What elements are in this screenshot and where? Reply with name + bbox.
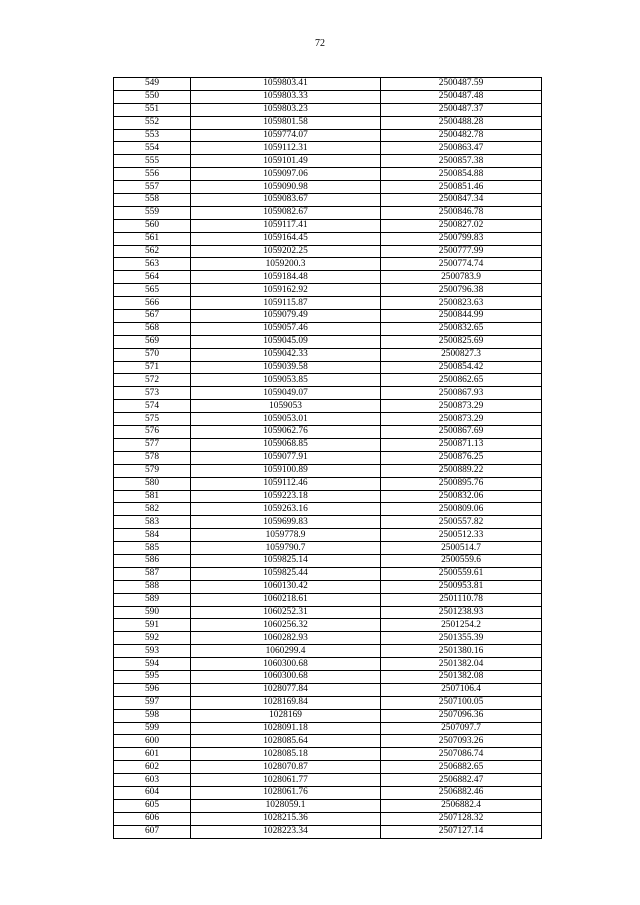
- table-row: [114, 670, 542, 683]
- y-coordinate-cell: 2500854.88: [381, 168, 542, 181]
- point-number-cell: 602: [114, 761, 191, 774]
- point-number-cell: 606: [114, 812, 191, 825]
- point-number-cell: 572: [114, 374, 191, 387]
- table-row: [114, 490, 542, 503]
- y-coordinate-cell: 2500832.65: [381, 322, 542, 335]
- point-number-cell: 558: [114, 194, 191, 207]
- point-number-cell: 604: [114, 786, 191, 799]
- y-coordinate-cell: 2500799.83: [381, 232, 542, 245]
- table-row: [114, 181, 542, 194]
- y-coordinate-cell: 2500851.46: [381, 181, 542, 194]
- table-row: [114, 477, 542, 490]
- y-coordinate-cell: 2500827.02: [381, 219, 542, 232]
- table-row: [114, 194, 542, 207]
- point-number-cell: 575: [114, 413, 191, 426]
- point-number-cell: 607: [114, 825, 191, 838]
- x-coordinate-cell: 1059803.41: [191, 78, 381, 91]
- y-coordinate-cell: 2500857.38: [381, 155, 542, 168]
- point-number-cell: 557: [114, 181, 191, 194]
- table-row: [114, 426, 542, 439]
- x-coordinate-cell: 1059803.23: [191, 103, 381, 116]
- point-number-cell: 597: [114, 696, 191, 709]
- y-coordinate-cell: 2500514.7: [381, 542, 542, 555]
- x-coordinate-cell: 1060256.32: [191, 619, 381, 632]
- table-row: [114, 232, 542, 245]
- point-number-cell: 561: [114, 232, 191, 245]
- table-row: [114, 245, 542, 258]
- point-number-cell: 579: [114, 464, 191, 477]
- y-coordinate-cell: 2507086.74: [381, 748, 542, 761]
- table-row: [114, 387, 542, 400]
- point-number-cell: 596: [114, 683, 191, 696]
- table-row: [114, 799, 542, 812]
- table-row: [114, 825, 542, 838]
- table-row: [114, 619, 542, 632]
- x-coordinate-cell: 1059042.33: [191, 348, 381, 361]
- x-coordinate-cell: 1059263.16: [191, 503, 381, 516]
- x-coordinate-cell: 1059053.01: [191, 413, 381, 426]
- x-coordinate-cell: 1028085.18: [191, 748, 381, 761]
- table-row: [114, 774, 542, 787]
- table-row: [114, 735, 542, 748]
- y-coordinate-cell: 2501110.78: [381, 593, 542, 606]
- x-coordinate-cell: 1059825.14: [191, 554, 381, 567]
- table-row: [114, 709, 542, 722]
- point-number-cell: 592: [114, 632, 191, 645]
- y-coordinate-cell: 2500825.69: [381, 335, 542, 348]
- y-coordinate-cell: 2507100.05: [381, 696, 542, 709]
- y-coordinate-cell: 2500783.9: [381, 271, 542, 284]
- point-number-cell: 549: [114, 78, 191, 91]
- point-number-cell: 553: [114, 129, 191, 142]
- x-coordinate-cell: 1059112.46: [191, 477, 381, 490]
- table-row: [114, 400, 542, 413]
- table-row: [114, 722, 542, 735]
- y-coordinate-cell: 2506882.47: [381, 774, 542, 787]
- table-row: [114, 593, 542, 606]
- x-coordinate-cell: 1059077.91: [191, 451, 381, 464]
- point-number-cell: 555: [114, 155, 191, 168]
- table-row: [114, 155, 542, 168]
- y-coordinate-cell: 2500809.06: [381, 503, 542, 516]
- x-coordinate-cell: 1059039.58: [191, 361, 381, 374]
- table-row: [114, 503, 542, 516]
- point-number-cell: 554: [114, 142, 191, 155]
- y-coordinate-cell: 2500895.76: [381, 477, 542, 490]
- table-row: [114, 748, 542, 761]
- table-row: [114, 361, 542, 374]
- y-coordinate-cell: 2500876.25: [381, 451, 542, 464]
- x-coordinate-cell: 1028059.1: [191, 799, 381, 812]
- x-coordinate-cell: 1059101.49: [191, 155, 381, 168]
- y-coordinate-cell: 2507093.26: [381, 735, 542, 748]
- y-coordinate-cell: 2500796.38: [381, 284, 542, 297]
- point-number-cell: 573: [114, 387, 191, 400]
- table-row: [114, 168, 542, 181]
- table-row: [114, 606, 542, 619]
- x-coordinate-cell: 1060130.42: [191, 580, 381, 593]
- y-coordinate-cell: 2500557.82: [381, 516, 542, 529]
- y-coordinate-cell: 2500889.22: [381, 464, 542, 477]
- table-row: [114, 696, 542, 709]
- table-row: [114, 258, 542, 271]
- point-number-cell: 580: [114, 477, 191, 490]
- point-number-cell: 599: [114, 722, 191, 735]
- point-number-cell: 590: [114, 606, 191, 619]
- x-coordinate-cell: 1028215.36: [191, 812, 381, 825]
- table-row: [114, 413, 542, 426]
- x-coordinate-cell: 1059097.06: [191, 168, 381, 181]
- y-coordinate-cell: 2500488.28: [381, 116, 542, 129]
- point-number-cell: 562: [114, 245, 191, 258]
- y-coordinate-cell: 2501382.08: [381, 670, 542, 683]
- x-coordinate-cell: 1059825.44: [191, 567, 381, 580]
- table-row: [114, 516, 542, 529]
- y-coordinate-cell: 2500862.65: [381, 374, 542, 387]
- table-row: [114, 297, 542, 310]
- y-coordinate-cell: 2501238.93: [381, 606, 542, 619]
- y-coordinate-cell: 2501254.2: [381, 619, 542, 632]
- x-coordinate-cell: 1059079.49: [191, 310, 381, 323]
- coordinate-table: [113, 77, 542, 839]
- x-coordinate-cell: 1028091.18: [191, 722, 381, 735]
- x-coordinate-cell: 1059057.46: [191, 322, 381, 335]
- point-number-cell: 566: [114, 297, 191, 310]
- point-number-cell: 600: [114, 735, 191, 748]
- x-coordinate-cell: 1028085.64: [191, 735, 381, 748]
- point-number-cell: 603: [114, 774, 191, 787]
- x-coordinate-cell: 1059083.67: [191, 194, 381, 207]
- table-row: [114, 142, 542, 155]
- x-coordinate-cell: 1028061.77: [191, 774, 381, 787]
- x-coordinate-cell: 1059200.3: [191, 258, 381, 271]
- point-number-cell: 551: [114, 103, 191, 116]
- y-coordinate-cell: 2500863.47: [381, 142, 542, 155]
- y-coordinate-cell: 2507097.7: [381, 722, 542, 735]
- y-coordinate-cell: 2500953.81: [381, 580, 542, 593]
- y-coordinate-cell: 2506882.46: [381, 786, 542, 799]
- point-number-cell: 560: [114, 219, 191, 232]
- table-row: [114, 542, 542, 555]
- point-number-cell: 588: [114, 580, 191, 593]
- y-coordinate-cell: 2500827.3: [381, 348, 542, 361]
- x-coordinate-cell: 1059115.87: [191, 297, 381, 310]
- x-coordinate-cell: 1060282.93: [191, 632, 381, 645]
- y-coordinate-cell: 2500854.42: [381, 361, 542, 374]
- point-number-cell: 581: [114, 490, 191, 503]
- table-row: [114, 310, 542, 323]
- table-row: [114, 683, 542, 696]
- x-coordinate-cell: 1060218.61: [191, 593, 381, 606]
- x-coordinate-cell: 1059068.85: [191, 438, 381, 451]
- table-row: [114, 645, 542, 658]
- y-coordinate-cell: 2500847.34: [381, 194, 542, 207]
- point-number-cell: 578: [114, 451, 191, 464]
- table-row: [114, 348, 542, 361]
- y-coordinate-cell: 2507096.36: [381, 709, 542, 722]
- x-coordinate-cell: 1028061.76: [191, 786, 381, 799]
- x-coordinate-cell: 1060300.68: [191, 670, 381, 683]
- point-number-cell: 582: [114, 503, 191, 516]
- point-number-cell: 564: [114, 271, 191, 284]
- x-coordinate-cell: 1059184.48: [191, 271, 381, 284]
- y-coordinate-cell: 2506882.4: [381, 799, 542, 812]
- point-number-cell: 601: [114, 748, 191, 761]
- x-coordinate-cell: 1060300.68: [191, 658, 381, 671]
- coordinate-table-body: [114, 78, 542, 839]
- x-coordinate-cell: 1059082.67: [191, 206, 381, 219]
- point-number-cell: 595: [114, 670, 191, 683]
- point-number-cell: 586: [114, 554, 191, 567]
- table-row: [114, 116, 542, 129]
- table-row: [114, 90, 542, 103]
- point-number-cell: 563: [114, 258, 191, 271]
- y-coordinate-cell: 2500867.93: [381, 387, 542, 400]
- x-coordinate-cell: 1059053: [191, 400, 381, 413]
- x-coordinate-cell: 1059162.92: [191, 284, 381, 297]
- table-row: [114, 374, 542, 387]
- point-number-cell: 587: [114, 567, 191, 580]
- point-number-cell: 565: [114, 284, 191, 297]
- x-coordinate-cell: 1059112.31: [191, 142, 381, 155]
- x-coordinate-cell: 1059049.07: [191, 387, 381, 400]
- y-coordinate-cell: 2506882.65: [381, 761, 542, 774]
- x-coordinate-cell: 1060299.4: [191, 645, 381, 658]
- point-number-cell: 598: [114, 709, 191, 722]
- table-row: [114, 529, 542, 542]
- point-number-cell: 570: [114, 348, 191, 361]
- x-coordinate-cell: 1059164.45: [191, 232, 381, 245]
- x-coordinate-cell: 1060252.31: [191, 606, 381, 619]
- table-row: [114, 129, 542, 142]
- y-coordinate-cell: 2500512.33: [381, 529, 542, 542]
- table-row: [114, 812, 542, 825]
- table-row: [114, 554, 542, 567]
- y-coordinate-cell: 2500832.06: [381, 490, 542, 503]
- y-coordinate-cell: 2501380.16: [381, 645, 542, 658]
- y-coordinate-cell: 2500559.6: [381, 554, 542, 567]
- point-number-cell: 585: [114, 542, 191, 555]
- point-number-cell: 594: [114, 658, 191, 671]
- point-number-cell: 574: [114, 400, 191, 413]
- x-coordinate-cell: 1059778.9: [191, 529, 381, 542]
- table-row: [114, 580, 542, 593]
- point-number-cell: 577: [114, 438, 191, 451]
- table-row: [114, 567, 542, 580]
- x-coordinate-cell: 1059803.33: [191, 90, 381, 103]
- table-row: [114, 219, 542, 232]
- y-coordinate-cell: 2500774.74: [381, 258, 542, 271]
- x-coordinate-cell: 1059100.89: [191, 464, 381, 477]
- y-coordinate-cell: 2500777.99: [381, 245, 542, 258]
- table-row: [114, 464, 542, 477]
- table-row: [114, 632, 542, 645]
- x-coordinate-cell: 1059202.25: [191, 245, 381, 258]
- x-coordinate-cell: 1028070.87: [191, 761, 381, 774]
- y-coordinate-cell: 2500873.29: [381, 400, 542, 413]
- point-number-cell: 569: [114, 335, 191, 348]
- y-coordinate-cell: 2507128.32: [381, 812, 542, 825]
- y-coordinate-cell: 2500487.59: [381, 78, 542, 91]
- point-number-cell: 593: [114, 645, 191, 658]
- x-coordinate-cell: 1028223.34: [191, 825, 381, 838]
- x-coordinate-cell: 1059045.09: [191, 335, 381, 348]
- y-coordinate-cell: 2500867.69: [381, 426, 542, 439]
- y-coordinate-cell: 2507106.4: [381, 683, 542, 696]
- table-row: [114, 438, 542, 451]
- x-coordinate-cell: 1059053.85: [191, 374, 381, 387]
- table-row: [114, 658, 542, 671]
- point-number-cell: 605: [114, 799, 191, 812]
- table-row: [114, 335, 542, 348]
- table-row: [114, 206, 542, 219]
- table-row: [114, 284, 542, 297]
- y-coordinate-cell: 2500823.63: [381, 297, 542, 310]
- x-coordinate-cell: 1059223.18: [191, 490, 381, 503]
- table-row: [114, 271, 542, 284]
- x-coordinate-cell: 1059062.76: [191, 426, 381, 439]
- x-coordinate-cell: 1059090.98: [191, 181, 381, 194]
- table-row: [114, 451, 542, 464]
- y-coordinate-cell: 2500559.61: [381, 567, 542, 580]
- point-number-cell: 559: [114, 206, 191, 219]
- table-row: [114, 322, 542, 335]
- x-coordinate-cell: 1059801.58: [191, 116, 381, 129]
- point-number-cell: 571: [114, 361, 191, 374]
- y-coordinate-cell: 2500844.99: [381, 310, 542, 323]
- x-coordinate-cell: 1059790.7: [191, 542, 381, 555]
- table-row: [114, 786, 542, 799]
- point-number-cell: 591: [114, 619, 191, 632]
- y-coordinate-cell: 2501355.39: [381, 632, 542, 645]
- x-coordinate-cell: 1059774.07: [191, 129, 381, 142]
- y-coordinate-cell: 2500873.29: [381, 413, 542, 426]
- x-coordinate-cell: 1059699.83: [191, 516, 381, 529]
- point-number-cell: 550: [114, 90, 191, 103]
- point-number-cell: 568: [114, 322, 191, 335]
- point-number-cell: 589: [114, 593, 191, 606]
- table-row: [114, 78, 542, 91]
- x-coordinate-cell: 1028169.84: [191, 696, 381, 709]
- page-number: 72: [315, 38, 325, 49]
- table-row: [114, 761, 542, 774]
- y-coordinate-cell: 2500487.48: [381, 90, 542, 103]
- x-coordinate-cell: 1028169: [191, 709, 381, 722]
- y-coordinate-cell: 2501382.04: [381, 658, 542, 671]
- y-coordinate-cell: 2500487.37: [381, 103, 542, 116]
- x-coordinate-cell: 1028077.84: [191, 683, 381, 696]
- point-number-cell: 584: [114, 529, 191, 542]
- y-coordinate-cell: 2500482.78: [381, 129, 542, 142]
- point-number-cell: 583: [114, 516, 191, 529]
- point-number-cell: 576: [114, 426, 191, 439]
- y-coordinate-cell: 2500846.78: [381, 206, 542, 219]
- point-number-cell: 552: [114, 116, 191, 129]
- point-number-cell: 556: [114, 168, 191, 181]
- y-coordinate-cell: 2500871.13: [381, 438, 542, 451]
- y-coordinate-cell: 2507127.14: [381, 825, 542, 838]
- point-number-cell: 567: [114, 310, 191, 323]
- table-row: [114, 103, 542, 116]
- x-coordinate-cell: 1059117.41: [191, 219, 381, 232]
